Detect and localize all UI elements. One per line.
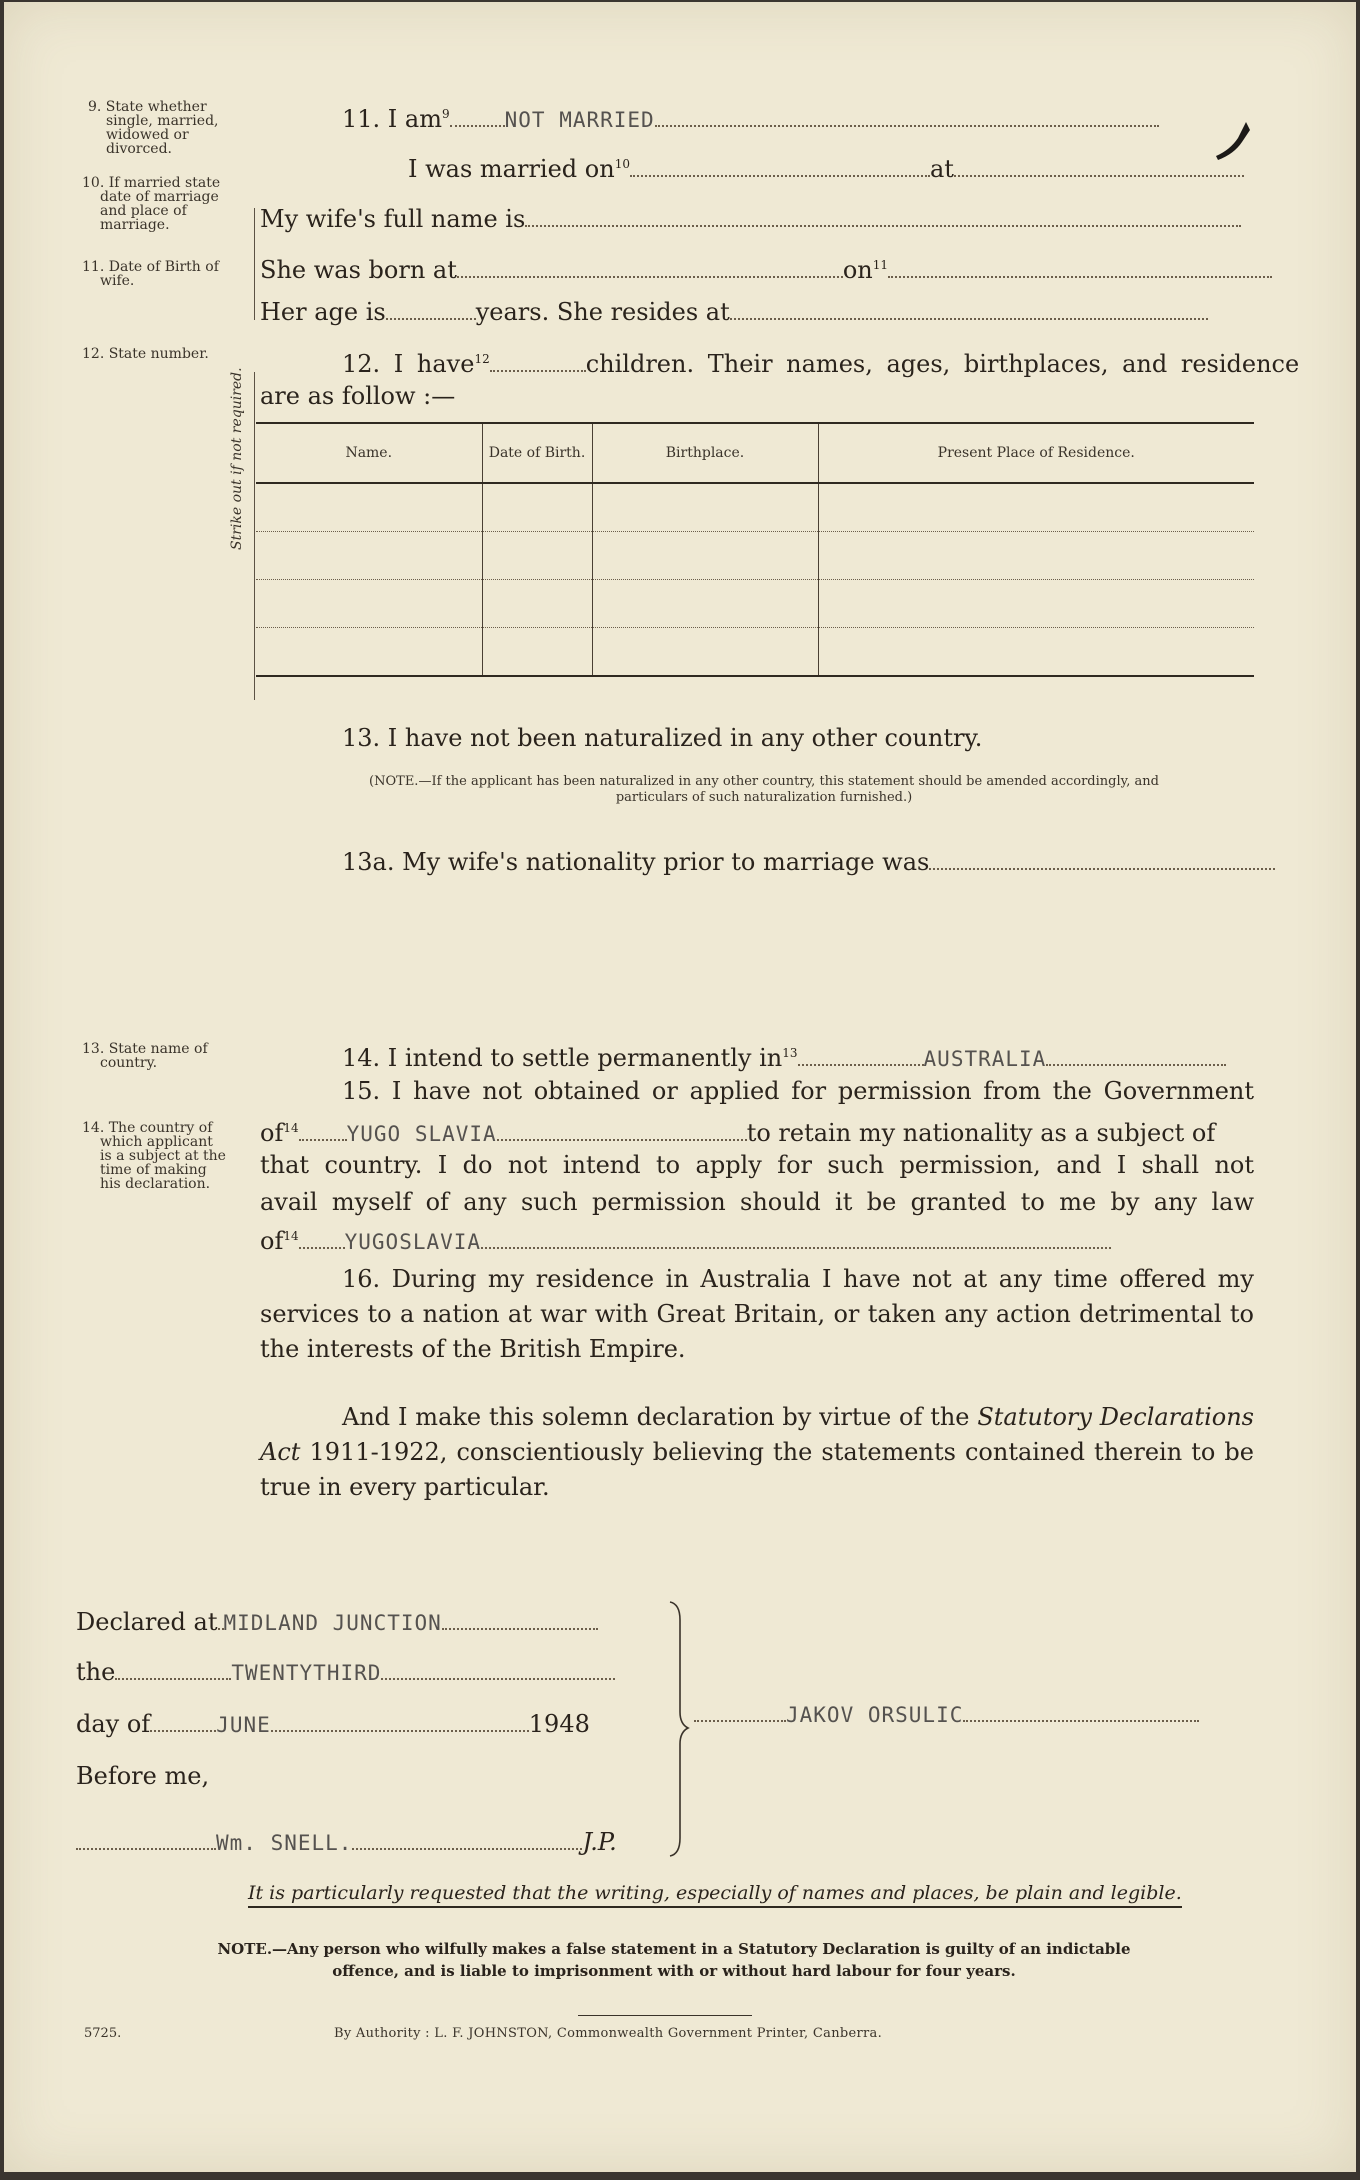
signature-brace: [668, 1600, 692, 1858]
witness-line: Wm. SNELL. J.P.: [76, 1828, 617, 1857]
declaration-page: [4, 2, 1356, 2172]
table-header-row: [256, 423, 1254, 483]
q11-line: 11. I $am^9$ NOT MARRIED: [342, 100, 1159, 134]
q15-line3: that country. I do not intend to apply for such permission, and I shall not: [260, 1151, 1254, 1179]
table-row: [256, 532, 1254, 580]
declared-at-line: Declared at MIDLAND JUNCTION: [76, 1608, 598, 1637]
margin-note-13: 13. State name of country.: [82, 1041, 208, 1071]
settle-country[interactable]: AUSTRALIA: [923, 1047, 1047, 1071]
column-header: Name.: [256, 423, 482, 483]
divider: [578, 2015, 752, 2016]
column-header: Present Place of Residence.: [818, 423, 1254, 483]
q13a-line: 13a. My wife's nationality prior to marriage was: [342, 848, 1275, 876]
q13-text: 13. I have not been naturalized in any other country.: [342, 724, 983, 752]
margin-note-11: 11. Date of Birth of wife.: [82, 259, 219, 289]
declared-month[interactable]: JUNE: [216, 1713, 271, 1737]
signature[interactable]: JAKOV ORSULIC: [786, 1703, 964, 1727]
q15-line1: 15. I have not obtained or applied for permission from the Government: [342, 1077, 1254, 1105]
column-header: Birthplace.: [592, 423, 818, 483]
margin-note-10: 10. If married state date of marriage and place of marriage.: [82, 175, 221, 233]
margin-note-12: 12. State number.: [82, 346, 209, 362]
wife-name-line: My wife's full name is: [260, 205, 1241, 233]
strike-out-note: Strike out if not required.: [229, 367, 245, 550]
marital-status[interactable]: NOT MARRIED: [504, 108, 655, 132]
legibility-request: It is particularly requested that the writing, especially of names and places, be plain and legible.: [248, 1882, 1182, 1908]
q12-line: 12. I have$^{12}$ children. Their names, ages, birthplaces, and residence: [342, 350, 1300, 378]
wife-born-line: She was born at $on^{11}$: [260, 251, 1272, 284]
q12-line2: are as follow :—: [260, 382, 456, 410]
q15-line2: $of^{14}$ YUGO SLAVIA to retain my nationality as a subject of: [260, 1119, 1216, 1147]
wife-age-line: Her age is years. She resides at: [260, 298, 1208, 326]
declared-year: 1948: [528, 1710, 590, 1738]
children-table: [256, 422, 1254, 677]
false-statement-note: NOTE.—Any person who wilfully makes a false statement in a Statutory Declaration is guilty of an indictable offence, and is liable to imprisonment with or without hard labour for four years.: [217, 1940, 1131, 1980]
margin-note-9: 9. State whether single, married, widowed or divorced.: [88, 99, 219, 157]
wife-bracket: [254, 208, 255, 320]
printer-authority: By Authority : L. F. JOHNSTON, Commonwealth Government Printer, Canberra.: [334, 2026, 883, 2041]
solemn-declaration: And I make this solemn declaration by virtue of the Statutory Declarations Act 1911-1922, conscientiously believing the statements contained therein to be true in every particular.: [260, 1403, 1254, 1501]
q11-married-on-line: I was married $on^{10}$ at: [408, 150, 1244, 183]
q14-line: 14. I intend to settle permanently $in^{13}$ AUSTRALIA: [342, 1039, 1226, 1073]
column-header: Date of Birth.: [482, 423, 592, 483]
day-of-line: day of JUNE 1948: [76, 1710, 590, 1738]
the-day-line: the TWENTYTHIRD: [76, 1658, 615, 1687]
q15-line5: $of^{14}$ YUGOSLAVIA: [260, 1222, 1111, 1256]
declared-at-place[interactable]: MIDLAND JUNCTION: [223, 1611, 442, 1635]
law-country[interactable]: YUGOSLAVIA: [344, 1230, 482, 1254]
before-me: Before me,: [76, 1762, 210, 1790]
children-bracket: [254, 372, 255, 700]
signature-line: [694, 1700, 1199, 1729]
subject-country[interactable]: YUGO SLAVIA: [346, 1122, 497, 1146]
form-number: 5725.: [84, 2026, 122, 2041]
margin-note-14: 14. The country of which applicant is a subject at the time of making his declaration.: [82, 1120, 226, 1192]
table-row: [256, 483, 1254, 532]
witness-name[interactable]: Wm. SNELL.: [216, 1831, 353, 1855]
q16-text: 16. During my residence in Australia I have not at any time offered my services to a nation at war with Great Britain, or taken any action detrimental to the interests of the British Empire.: [260, 1265, 1254, 1363]
q15-line4: avail myself of any such permission should it be granted to me by any law: [260, 1188, 1254, 1216]
declared-day[interactable]: TWENTYTHIRD: [231, 1661, 382, 1685]
table-row: [256, 580, 1254, 628]
table-row: [256, 628, 1254, 677]
q13-note: (NOTE.—If the applicant has been naturalized in any other country, this statement should be amended accordingly, and particulars of such naturalization furnished.): [369, 774, 1159, 805]
